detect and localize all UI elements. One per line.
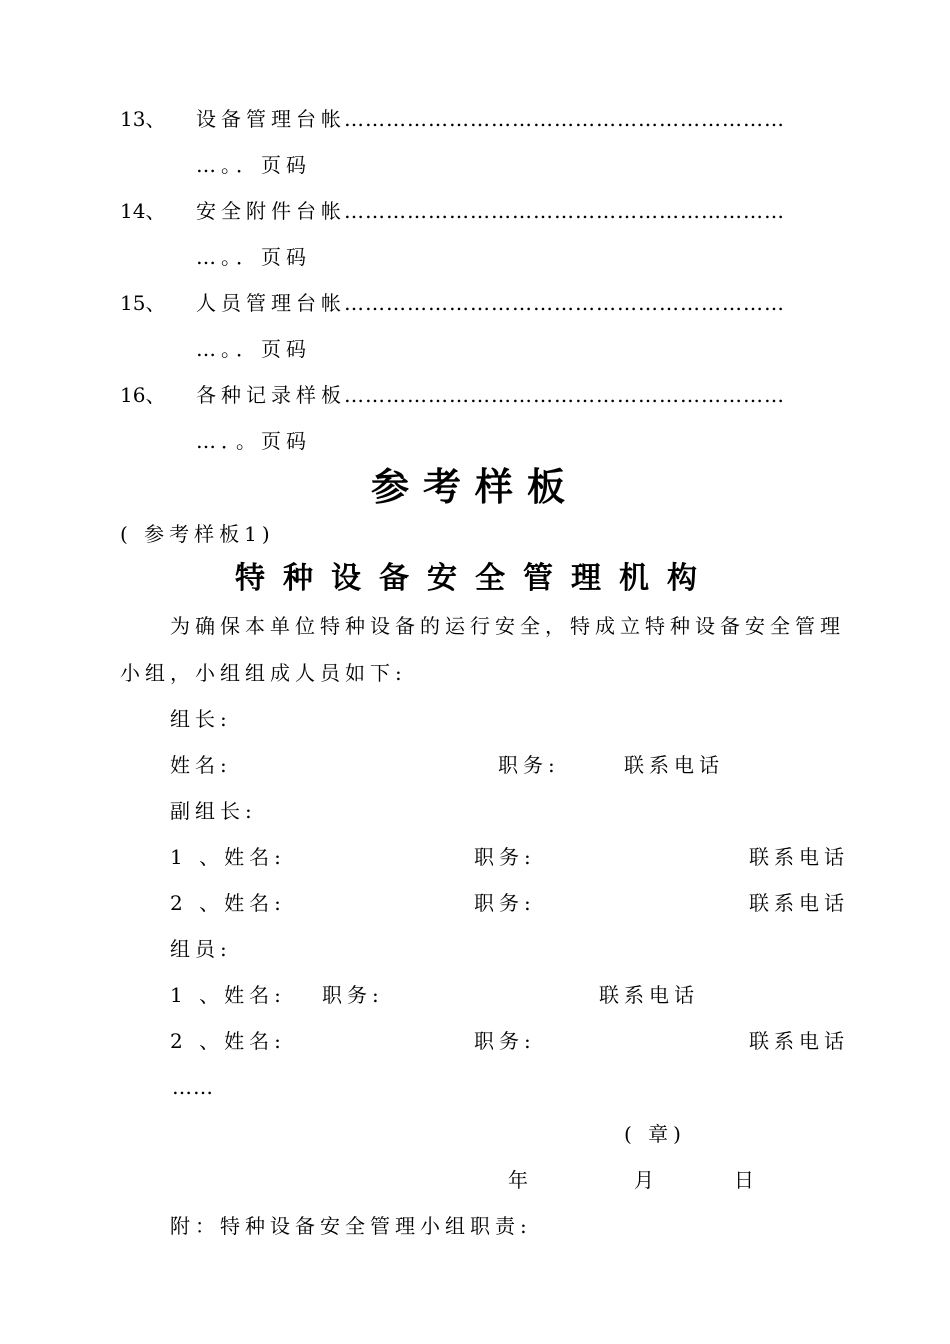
intro-line-1: 为确保本单位特种设备的运行安全，特成立特种设备安全管理 <box>170 614 845 638</box>
phone-label: 联系电话 <box>624 753 724 777</box>
date-day: 日 <box>734 1168 754 1192</box>
duty-label: 职务: <box>322 983 384 1007</box>
toc-page-label: …。．页码 <box>196 337 311 361</box>
leader-heading: 组长: <box>170 707 232 731</box>
phone-label: 联系电话 <box>749 891 849 915</box>
name-label: 1 、姓名: <box>170 983 286 1007</box>
section-title: 参考样板 <box>370 464 579 509</box>
toc-title: 人员管理台帐 <box>196 291 346 315</box>
name-label: 2 、姓名: <box>170 1029 286 1053</box>
toc-title: 各种记录样板 <box>196 383 346 407</box>
toc-leader: ……………………………………………………… <box>344 291 785 315</box>
date-year: 年 <box>508 1168 528 1192</box>
date-month: 月 <box>634 1168 654 1192</box>
template-label: ( 参考样板1) <box>120 522 275 546</box>
duty-label: 职务: <box>474 891 536 915</box>
members-heading: 组员: <box>170 937 232 961</box>
duty-label: 职务: <box>498 753 560 777</box>
toc-leader: ……………………………………………………… <box>344 107 785 131</box>
name-label: 2 、姓名: <box>170 891 286 915</box>
phone-label: 联系电话 <box>599 983 699 1007</box>
toc-page-label: …．。页码 <box>196 429 311 453</box>
duty-label: 职务: <box>474 1029 536 1053</box>
name-label: 姓名: <box>170 753 232 777</box>
deputy-heading: 副组长: <box>170 799 257 823</box>
duty-label: 职务: <box>474 845 536 869</box>
appendix-heading: 附：特种设备安全管理小组职责: <box>170 1214 532 1238</box>
seal-label: ( 章) <box>624 1122 686 1146</box>
toc-title: 设备管理台帐 <box>196 107 346 131</box>
toc-number: 14、 <box>120 199 166 223</box>
toc-leader: ……………………………………………………… <box>344 199 785 223</box>
toc-title: 安全附件台帐 <box>196 199 346 223</box>
phone-label: 联系电话 <box>749 845 849 869</box>
toc-number: 13、 <box>120 107 166 131</box>
toc-number: 16、 <box>120 383 166 407</box>
org-title: 特种设备安全管理机构 <box>235 561 715 596</box>
toc-number: 15、 <box>120 291 166 315</box>
toc-page-label: …。．页码 <box>196 245 311 269</box>
toc-page-label: …。．页码 <box>196 153 311 177</box>
toc-leader: ……………………………………………………… <box>344 383 785 407</box>
phone-label: 联系电话 <box>749 1029 849 1053</box>
members-ellipsis: …… <box>172 1075 214 1099</box>
intro-line-2: 小组，小组组成人员如下: <box>120 661 407 685</box>
name-label: 1 、姓名: <box>170 845 286 869</box>
